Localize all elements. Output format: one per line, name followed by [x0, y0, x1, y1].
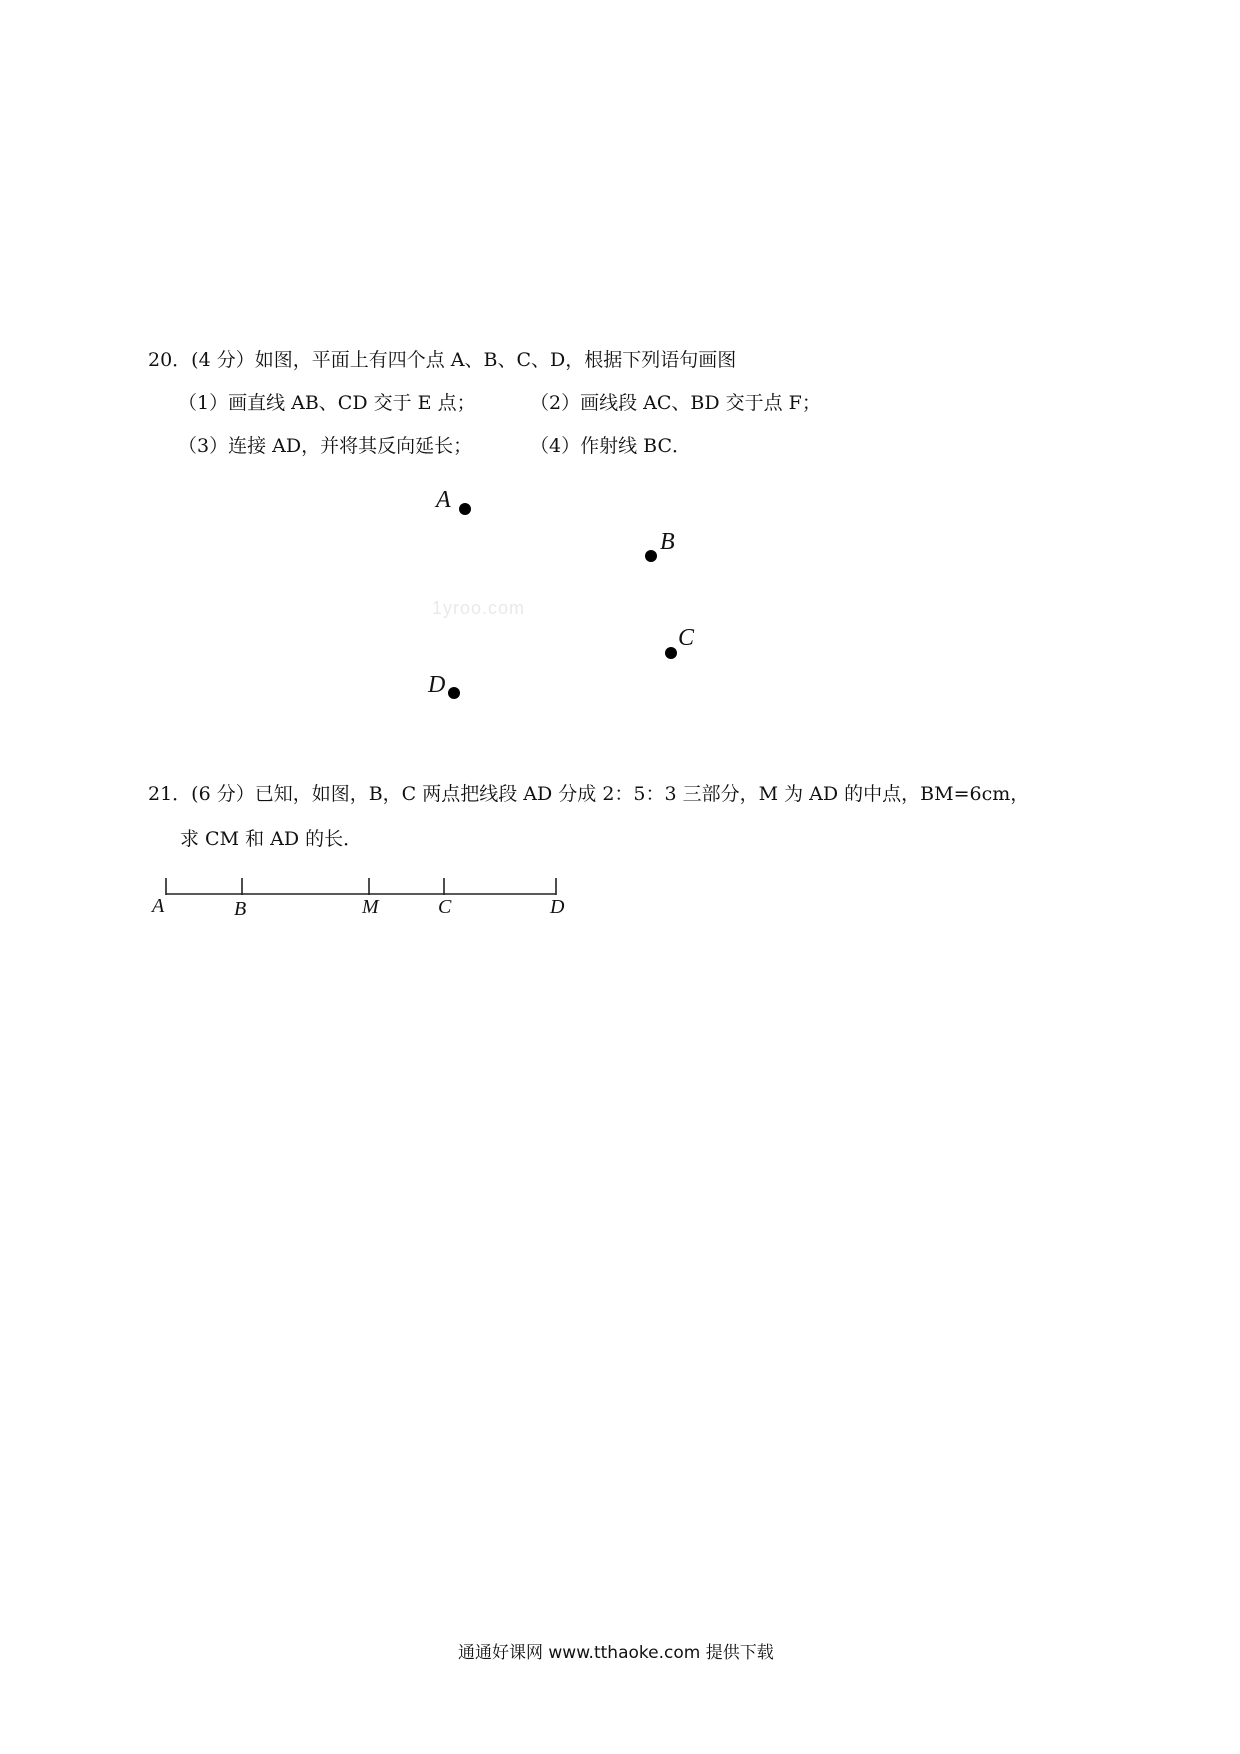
point-label-c: C	[678, 625, 695, 651]
point-b-dot	[645, 550, 657, 562]
q21-segment-figure	[150, 868, 570, 908]
q21-line-2: 求 CM 和 AD 的长．	[180, 828, 363, 850]
watermark: 1yroo.com	[432, 598, 526, 618]
point-c-dot	[665, 647, 677, 659]
segment-label-d: D	[550, 896, 565, 918]
page-footer: 通通好课网 www.tthaoke.com 提供下载	[458, 1643, 774, 1663]
q20-item-2: （2）画线段 AC、BD 交于点 F；	[530, 392, 821, 414]
segment-label-a: A	[152, 895, 165, 917]
q20-header: 20．(4 分）如图，平面上有四个点 A、B、C、D，根据下列语句画图	[148, 349, 737, 371]
segment-label-m: M	[362, 896, 379, 918]
segment-label-c: C	[438, 896, 452, 918]
q20-item-3: （3）连接 AD，并将其反向延长；	[178, 435, 473, 457]
q21-line-1: 21．(6 分）已知，如图，B，C 两点把线段 AD 分成 2：5：3 三部分，M 为 AD 的中点，BM=6cm，	[148, 783, 1030, 805]
point-d-dot	[448, 687, 460, 699]
point-label-d: D	[428, 672, 446, 698]
point-a-dot	[459, 503, 471, 515]
segment-label-b: B	[234, 898, 247, 920]
point-label-b: B	[660, 529, 675, 555]
q20-item-4: （4）作射线 BC．	[530, 435, 691, 457]
q20-item-1: （1）画直线 AB、CD 交于 E 点；	[178, 392, 476, 414]
point-label-a: A	[436, 487, 451, 513]
